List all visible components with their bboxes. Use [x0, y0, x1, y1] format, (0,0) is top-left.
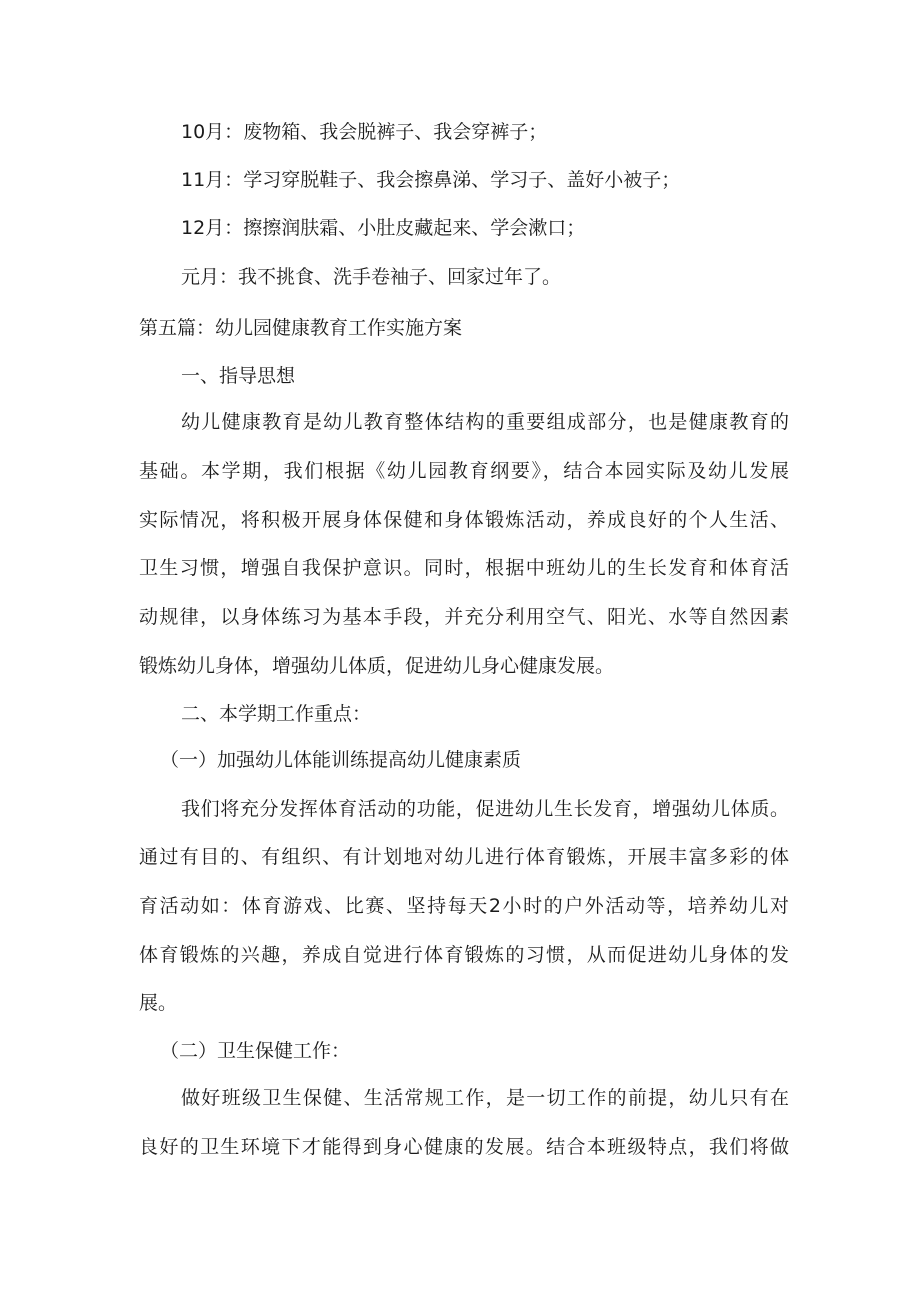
section-heading-guiding-thought: 一、指导思想	[181, 365, 296, 387]
subsection-heading-physical-training: （一）加强幼儿体能训练提高幼儿健康素质	[160, 749, 522, 771]
paragraph-line: 动规律，以身体练习为基本手段，并充分利用空气、阳光、水等自然因素	[139, 606, 789, 628]
schedule-content: 我不挑食、洗手卷袖子、回家过年了。	[238, 266, 562, 288]
paragraph-line: 基础。本学期，我们根据《幼儿园教育纲要》，结合本园实际及幼儿发展	[139, 460, 789, 482]
paragraph-line: 实际情况，将积极开展身体保健和身体锻炼活动，养成良好的个人生活、	[139, 509, 789, 531]
schedule-content: 擦擦润肤霜、小肚皮藏起来、学会漱口；	[243, 217, 586, 239]
paragraph-line: 展。	[139, 992, 178, 1014]
schedule-line-dec	[181, 214, 789, 242]
paragraph-line: 育活动如：体育游戏、比赛、坚持每天2小时的户外活动等，培养幼儿对	[139, 895, 789, 917]
schedule-month: 10月：	[181, 121, 244, 143]
paragraph-line: 良好的卫生环境下才能得到身心健康的发展。结合本班级特点，我们将做	[139, 1136, 789, 1158]
paragraph-line: 体育锻炼的兴趣，养成自觉进行体育锻炼的习惯，从而促进幼儿身体的发	[139, 944, 789, 966]
subsection-heading-hygiene: （二）卫生保健工作：	[160, 1040, 351, 1062]
section-heading-key-work: 二、本学期工作重点：	[181, 703, 372, 725]
schedule-content: 废物箱、我会脱裤子、我会穿裤子；	[243, 121, 548, 143]
article-title: 第五篇：幼儿园健康教育工作实施方案	[139, 317, 463, 339]
paragraph-line: 做好班级卫生保健、生活常规工作，是一切工作的前提，幼儿只有在	[181, 1087, 789, 1109]
paragraph-line: 通过有目的、有组织、有计划地对幼儿进行体育锻炼，开展丰富多彩的体	[139, 846, 789, 868]
paragraph-line: 卫生习惯，增强自我保护意识。同时，根据中班幼儿的生长发育和体育活	[139, 557, 789, 579]
schedule-line-oct	[181, 118, 789, 146]
schedule-month: 11月：	[181, 169, 244, 191]
schedule-month: 12月：	[181, 217, 244, 239]
schedule-line-nov	[181, 166, 789, 194]
paragraph-line: 幼儿健康教育是幼儿教育整体结构的重要组成部分，也是健康教育的	[181, 411, 789, 433]
paragraph-line: 我们将充分发挥体育活动的功能，促进幼儿生长发育，增强幼儿体质。	[181, 798, 789, 820]
schedule-month: 元月：	[181, 266, 239, 288]
paragraph-line: 锻炼幼儿身体，增强幼儿体质，促进幼儿身心健康发展。	[139, 655, 615, 677]
schedule-content: 学习穿脱鞋子、我会擦鼻涕、学习子、盖好小被子；	[243, 169, 681, 191]
schedule-line-jan	[181, 263, 789, 291]
